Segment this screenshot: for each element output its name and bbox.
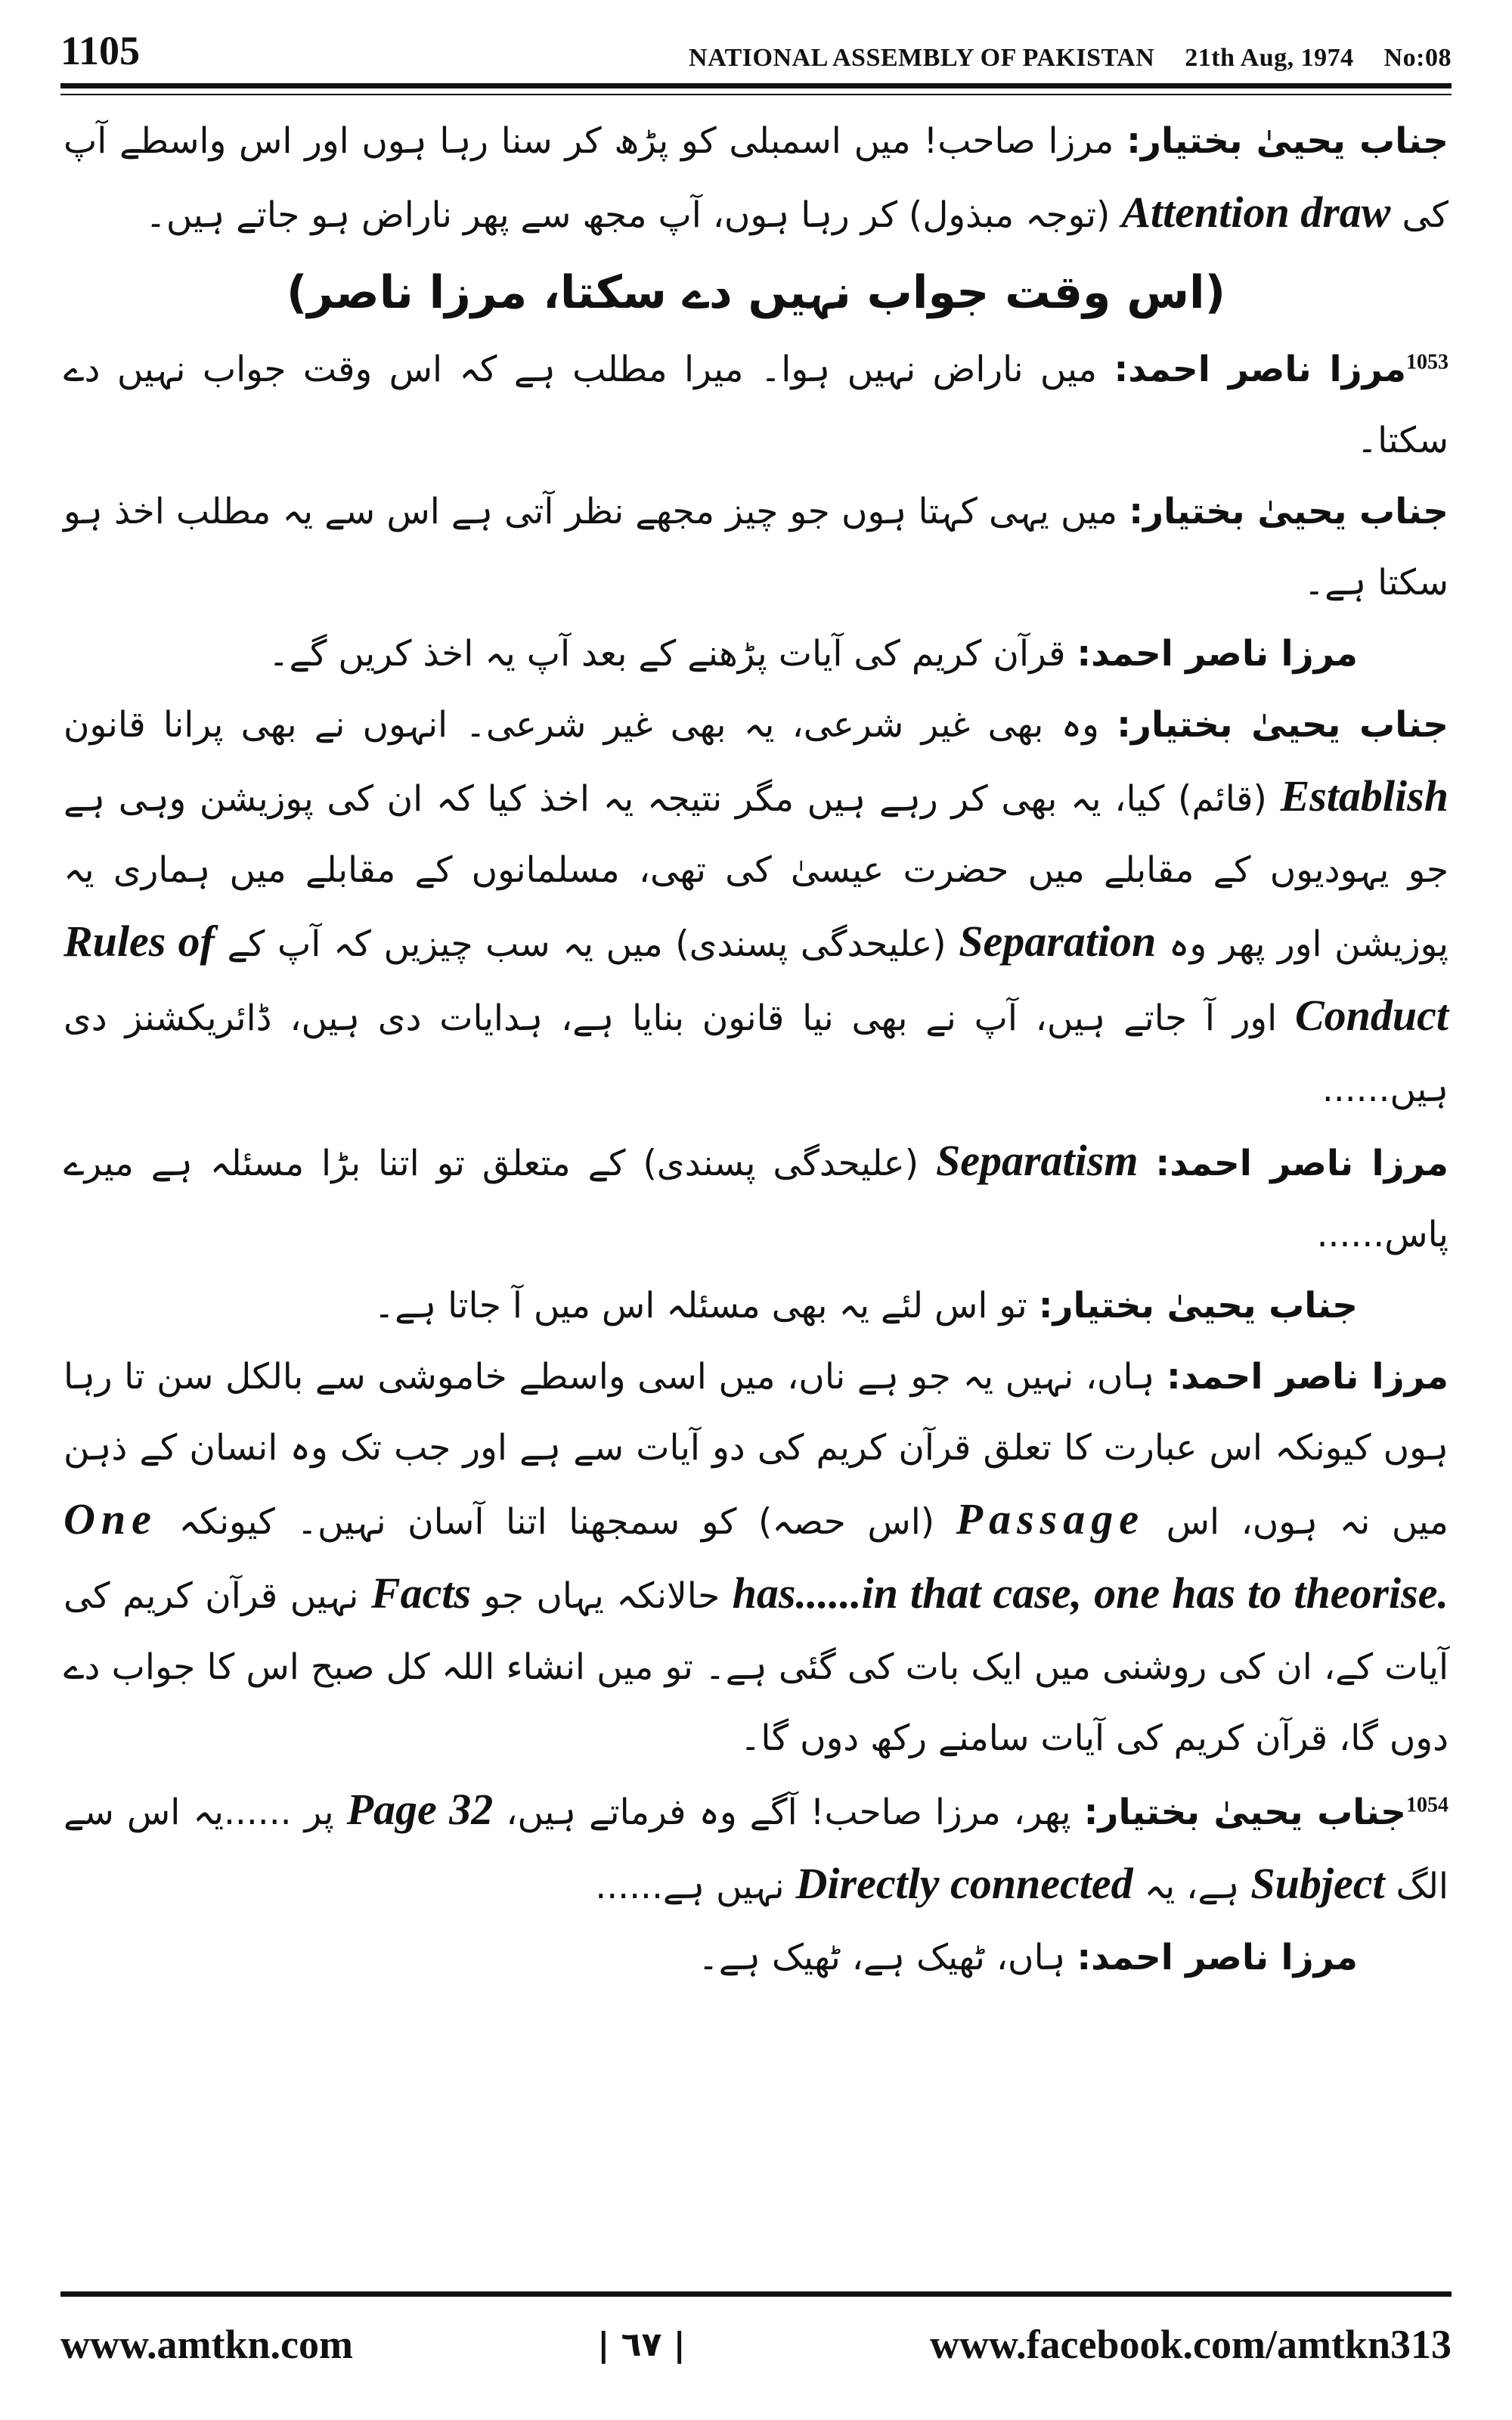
speaker-nasir: مرزا ناصر احمد: xyxy=(1114,349,1406,390)
english-term: Rules of Conduct xyxy=(64,917,1448,1040)
header-rule-thin xyxy=(60,94,1452,95)
paragraph-3 xyxy=(64,476,1448,619)
page-footer xyxy=(60,2314,1452,2375)
english-term: Passage xyxy=(956,1494,1145,1544)
page-number: 1105 xyxy=(60,28,141,73)
text: مرزا صاحب! میں اسمبلی کو پڑھ کر سنا رہا ہوں اور اس واسطے آپ کی xyxy=(64,120,1448,236)
english-term: Separation xyxy=(959,917,1157,966)
text: (علیحدگی پسندی) میں یہ سب چیزیں کہ آپ کے xyxy=(227,923,947,965)
speaker-nasir: مرزا ناصر احمد: xyxy=(1077,633,1358,675)
text: پر ......یہ اس سے الگ xyxy=(64,1792,1448,1907)
paragraph-10 xyxy=(64,1922,1448,1993)
speaker-nasir: مرزا ناصر احمد: xyxy=(1077,1937,1358,1978)
text: اور آ جاتے ہیں، آپ نے بھی نیا قانون بنایا ہے، ہدایات دی ہیں، ڈائریکشنز دی ہیں...... xyxy=(64,997,1448,1110)
paragraph-9 xyxy=(64,1774,1448,1922)
english-term: Establish xyxy=(1280,771,1448,821)
footnote-marker: 1054 xyxy=(1406,1793,1449,1817)
speaker-yahya: جناب یحییٰ بختیار: xyxy=(1129,491,1448,532)
text: تو اس لئے یہ بھی مسئلہ اس میں آ جاتا ہے۔ xyxy=(373,1285,1027,1326)
paragraph-6 xyxy=(64,1125,1448,1270)
footer-page-marker: | ٦٧ | xyxy=(597,2325,686,2364)
section-heading: (اس وقت جواب نہیں دے سکتا، مرزا ناصر) xyxy=(286,266,1225,319)
session-date: 21th Aug, 1974 xyxy=(1185,44,1354,72)
website-link[interactable]: www.amtkn.com xyxy=(60,2322,353,2367)
text: حالانکہ یہاں جو xyxy=(483,1575,720,1617)
paragraph-5 xyxy=(64,690,1448,1125)
text: (اس حصہ) کو سمجھنا اتنا آسان نہیں۔ کیونکہ xyxy=(178,1501,935,1543)
english-term: Attention draw xyxy=(1121,188,1391,237)
footnote-marker: 1053 xyxy=(1406,350,1448,374)
speaker-yahya: جناب یحییٰ بختیار: xyxy=(1038,1285,1358,1326)
english-term: Separatism xyxy=(935,1136,1139,1185)
text: (توجہ مبذول) کر رہا ہوں، آپ مجھ سے پھر ناراض ہو جاتے ہیں۔ xyxy=(145,194,1111,236)
speaker-yahya: جناب یحییٰ بختیار: xyxy=(1126,120,1448,162)
text: (علیحدگی پسندی) کے متعلق تو اتنا بڑا مسئلہ ہے میرے پاس...... xyxy=(64,1143,1448,1255)
english-term: Subject xyxy=(1250,1859,1385,1908)
speaker-nasir: مرزا ناصر احمد: xyxy=(1155,1143,1449,1184)
english-term: has......in that case, one has to theorise. xyxy=(732,1568,1448,1618)
assembly-name: NATIONAL ASSEMBLY OF PAKISTAN xyxy=(689,44,1155,72)
text: پھر، مرزا صاحب! آگے وہ فرماتے ہیں، xyxy=(506,1792,1071,1833)
paragraph-1 xyxy=(64,106,1448,251)
english-term: One xyxy=(64,1494,157,1544)
paragraph-2 xyxy=(64,334,1448,476)
text: ہے، یہ xyxy=(1144,1866,1240,1907)
speaker-yahya: جناب یحییٰ بختیار: xyxy=(1117,704,1448,746)
speaker-nasir: مرزا ناصر احمد: xyxy=(1167,1356,1448,1398)
page-header xyxy=(60,27,1452,88)
speaker-yahya: جناب یحییٰ بختیار: xyxy=(1083,1792,1407,1833)
text: (قائم) کیا، یہ بھی کر رہے ہیں مگر نتیجہ یہ اخذ کیا کہ ان کی پوزیشن وہی ہے جو یہودیوں کے مقابلے میں حضرت عیسیٰ کی تھی، مسلمانوں کے مقابلے میں ہماری یہ پوزیشن اور پھر وہ xyxy=(64,778,1448,965)
session-number: No:08 xyxy=(1383,44,1452,72)
text: قرآن کریم کی آیات پڑھنے کے بعد آپ یہ اخذ کریں گے۔ xyxy=(268,633,1066,675)
english-term: Page 32 xyxy=(346,1785,494,1834)
paragraph-8 xyxy=(64,1342,1448,1774)
footer-rule xyxy=(60,2291,1452,2297)
paragraph-4 xyxy=(64,619,1448,690)
text: میں ناراض نہیں ہوا۔ میرا مطلب ہے کہ اس وقت جواب نہیں دے سکتا۔ xyxy=(64,349,1448,461)
text: وہ بھی غیر شرعی، یہ بھی غیر شرعی۔ انہوں نے بھی پرانا قانون xyxy=(64,704,1099,746)
english-term: Facts xyxy=(370,1568,472,1618)
facebook-link[interactable]: www.facebook.com/amtkn313 xyxy=(930,2322,1452,2367)
paragraph-7 xyxy=(64,1270,1448,1342)
text: ہاں، ٹھیک ہے، ٹھیک ہے۔ xyxy=(698,1937,1066,1978)
english-term: Directly connected xyxy=(795,1859,1133,1908)
text: میں یہی کہتا ہوں جو چیز مجھے نظر آتی ہے اس سے یہ مطلب اخذ ہو سکتا ہے۔ xyxy=(64,491,1448,603)
text: نہیں قرآن کریم کی آیات کے، ان کی روشنی میں ایک بات کی گئی ہے۔ تو میں انشاء اللہ کل صبح اس کا جواب دے دوں گا، قرآن کریم کی آیات سامنے رکھ دوں گا۔ xyxy=(64,1575,1448,1759)
text: نہیں ہے...... xyxy=(595,1866,785,1907)
text: ہاں، نہیں یہ جو ہے ناں، میں اسی واسطے خاموشی سے بالکل سن تا رہا ہوں کیونکہ اس عبارت کا تعلق قرآن کریم کی دو آیات سے ہے اور جب تک وہ انسان کے ذہن میں نہ ہوں، اس xyxy=(64,1356,1448,1543)
header-rule xyxy=(60,83,1452,88)
header-title xyxy=(658,44,1452,73)
transcript-body xyxy=(64,106,1448,2254)
